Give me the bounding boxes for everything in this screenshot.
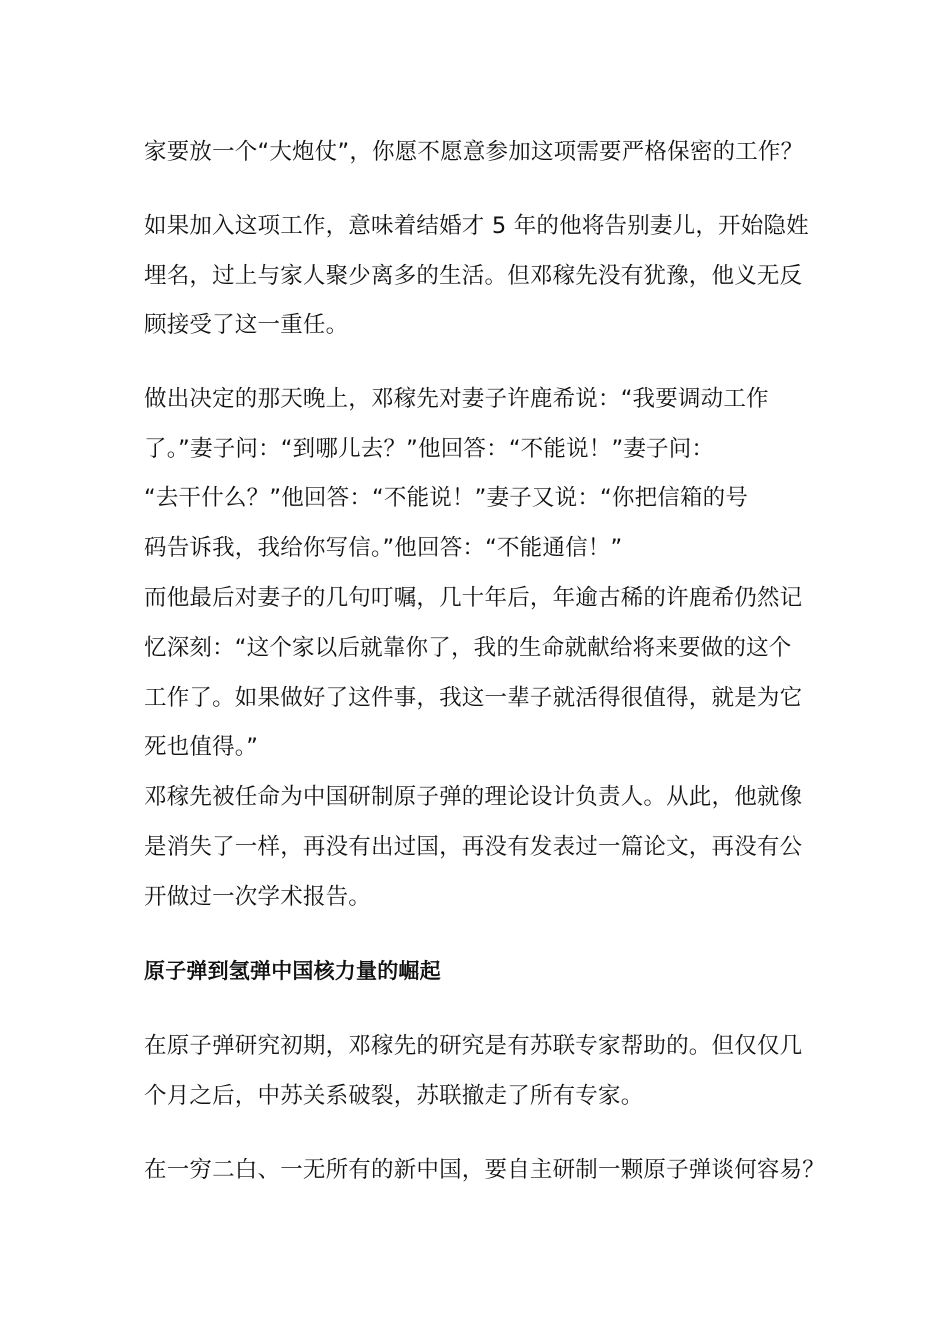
text-line: 如果加入这项工作，意味着结婚才 5 年的他将告别妻儿，开始隐姓 — [144, 213, 809, 239]
text-line: 是消失了一样，再没有出过国，再没有发表过一篇论文，再没有公 — [144, 834, 803, 860]
text-line: 在原子弹研究初期，邓稼先的研究是有苏联专家帮助的。但仅仅几 — [144, 1033, 803, 1059]
text-line: 家要放一个“大炮仗”，你愿不愿意参加这项需要严格保密的工作？ — [144, 139, 804, 165]
text-line: 死也值得。” — [144, 734, 259, 760]
text-line: 忆深刻：“这个家以后就靠你了，我的生命就献给将来要做的这个 — [144, 635, 792, 661]
text-line: 做出决定的那天晚上，邓稼先对妻子许鹿希说：“我要调动工作 — [144, 386, 769, 412]
section-heading: 原子弹到氢弹中国核力量的崛起 — [144, 959, 441, 983]
text-line: 个月之后，中苏关系破裂，苏联撤走了所有专家。 — [144, 1083, 644, 1109]
text-line: 邓稼先被任命为中国研制原子弹的理论设计负责人。从此，他就像 — [144, 784, 803, 810]
text-line: 开做过一次学术报告。 — [144, 884, 372, 910]
text-line: 码告诉我，我给你写信。”他回答：“不能通信！” — [144, 535, 623, 561]
text-line: “去干什么？”他回答：“不能说！”妻子又说：“你把信箱的号 — [144, 485, 749, 511]
text-line: 而他最后对妻子的几句叮嘱，几十年后，年逾古稀的许鹿希仍然记 — [144, 585, 803, 611]
text-line: 顾接受了这一重任。 — [144, 312, 349, 338]
text-line: 在一穷二白、一无所有的新中国，要自主研制一颗原子弹谈何容易？ — [144, 1157, 826, 1183]
text-line: 了。”妻子问：“到哪儿去？”他回答：“不能说！”妻子问： — [144, 436, 715, 462]
text-line: 埋名，过上与家人聚少离多的生活。但邓稼先没有犹豫，他义无反 — [144, 263, 803, 289]
text-line: 工作了。如果做好了这件事，我这一辈子就活得很值得，就是为它 — [144, 685, 803, 711]
